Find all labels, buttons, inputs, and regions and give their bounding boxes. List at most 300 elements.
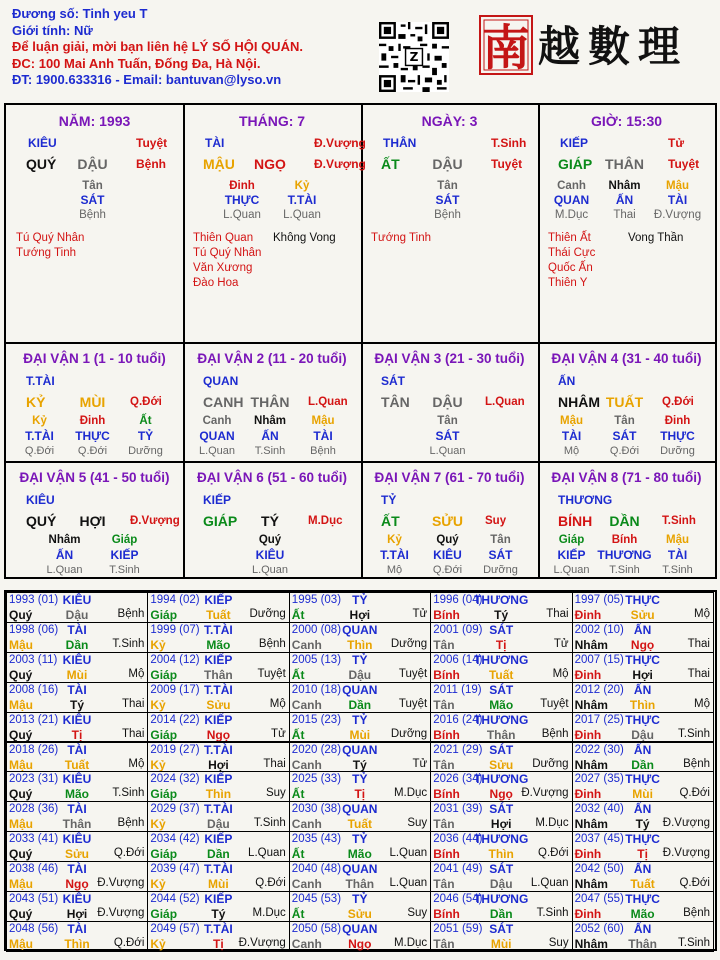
year-stem: Bính	[433, 787, 460, 802]
star-name: Tướng Tinh	[16, 247, 76, 259]
year-branch: Mùi	[349, 727, 371, 742]
year-label: 2002 (10)	[574, 623, 624, 636]
luck-stem: BÍNH	[558, 513, 593, 529]
year-god: T.TÀI	[204, 802, 233, 817]
luck-hidden-stage: Q.Đới	[609, 445, 640, 457]
year-god: QUAN	[342, 742, 378, 757]
luck-hidden-stem: Nhâm	[48, 534, 81, 546]
pillar-title: GIỜ: 15:30	[590, 113, 663, 129]
year-stage: Suy	[407, 907, 428, 919]
year-branch: Tý	[211, 907, 226, 921]
year-stem: Canh	[291, 877, 322, 892]
year-god: TÀI	[67, 682, 87, 697]
luck-hidden-stage: Q.Đới	[432, 564, 463, 576]
year-stem: Kỷ	[150, 817, 166, 832]
hidden-stage: M.Dục	[554, 209, 589, 221]
luck-hidden-stage: L.Quan	[46, 564, 83, 576]
year-cell	[289, 652, 431, 683]
year-label: 2050 (58)	[291, 922, 342, 935]
luck-hidden-stage: Mộ	[563, 445, 580, 457]
year-branch: Thân	[62, 817, 92, 832]
year-god: THỰC	[625, 832, 660, 847]
year-branch: Thìn	[64, 936, 90, 951]
year-label: 2049 (57)	[150, 922, 200, 935]
luck-god: TỶ	[381, 493, 397, 507]
year-branch: Tý	[69, 697, 85, 712]
year-stem: Kỷ	[150, 877, 166, 892]
year-branch: Thân	[628, 936, 657, 951]
year-god: KIÊU	[62, 832, 92, 847]
luck-hidden-stage: L.Quan	[553, 564, 590, 576]
owner-name: Đương số: Tinh yeu T	[12, 6, 148, 21]
year-stem: Nhâm	[574, 936, 608, 951]
year-cell	[430, 771, 572, 802]
year-stem: Mậu	[9, 697, 33, 712]
year-god: TỶ	[352, 593, 368, 607]
year-stem: Đinh	[574, 907, 602, 921]
year-label: 2014 (22)	[150, 713, 200, 726]
year-cell	[147, 831, 289, 862]
year-god: TỶ	[352, 652, 368, 667]
luck-hidden-god: T.TÀI	[380, 548, 409, 562]
luck-hidden-stage: Dưỡng	[483, 564, 518, 576]
year-branch: Sửu	[64, 847, 90, 862]
gender: Giới tính: Nữ	[12, 22, 93, 38]
luck-hidden-stage: L.Quan	[251, 564, 289, 576]
luck-branch: THÂN	[250, 394, 290, 410]
year-branch: Thìn	[205, 787, 232, 802]
year-stem: Mậu	[9, 757, 33, 772]
logo	[478, 12, 714, 80]
year-branch: Mùi	[208, 877, 229, 892]
luck-hidden-stem: Giáp	[111, 534, 138, 546]
luck-stage: Q.Đới	[662, 396, 694, 408]
year-god: THƯƠNG	[474, 892, 529, 906]
year-stage: L.Quan	[389, 847, 428, 860]
year-label: 1997 (05)	[574, 594, 624, 606]
year-stage: M.Dục	[535, 817, 569, 830]
pillar-stem: MẬU	[203, 156, 235, 172]
year-stage: Tử	[412, 757, 428, 770]
year-label: 2033 (41)	[9, 833, 59, 846]
year-stem: Quý	[9, 787, 33, 802]
pillar-stem: ẤT	[381, 156, 400, 172]
luck-branch: TUẤT	[605, 394, 644, 410]
year-god: TÀI	[67, 622, 87, 637]
pillar-stem: QUÝ	[26, 156, 57, 172]
year-stage: Suy	[548, 936, 569, 949]
year-stem: Nhâm	[574, 697, 608, 712]
year-cell	[6, 742, 148, 773]
year-label: 1993 (01)	[9, 594, 59, 606]
year-cell	[572, 742, 714, 773]
year-branch: Thân	[486, 727, 516, 742]
pillar-title: THÁNG: 7	[238, 113, 306, 129]
pillar-branch: NGỌ	[254, 156, 286, 172]
svg-text:南: 南	[481, 20, 531, 76]
year-label: 2031 (39)	[433, 803, 483, 816]
hidden-stem: Tân	[82, 180, 103, 192]
pillar-stage: Tuyệt	[136, 136, 168, 150]
year-branch: Hợi	[490, 817, 512, 832]
luck-hidden-god: TÀI	[667, 548, 688, 562]
year-stem: Canh	[291, 817, 322, 832]
year-stage: Tuyệt	[398, 697, 428, 710]
year-branch: Dậu	[348, 667, 372, 682]
pillar-stem: GIÁP	[558, 156, 593, 172]
year-stem: Kỷ	[150, 697, 166, 712]
year-label: 2008 (16)	[9, 683, 59, 696]
year-label: 2021 (29)	[433, 743, 483, 756]
year-branch: Mão	[206, 637, 231, 652]
year-label: 2052 (60)	[574, 922, 624, 935]
luck-title: ĐẠI VẬN 8 (71 - 80 tuổi)	[551, 470, 702, 485]
year-branch: Tị	[71, 727, 83, 742]
year-god: THƯƠNG	[474, 712, 529, 727]
year-stage: Bệnh	[683, 907, 710, 919]
pillar-branch: DẬU	[432, 156, 463, 172]
year-stage: Thai	[687, 637, 710, 650]
year-stage: Q.Đới	[113, 936, 145, 949]
year-branch: Hợi	[632, 667, 653, 682]
annual-luck-grid	[4, 590, 717, 951]
year-stage: T.Sinh	[112, 787, 145, 800]
year-cell	[289, 592, 431, 623]
luck-hidden-stem: Mậu	[666, 534, 689, 546]
hidden-stem: Canh	[557, 180, 586, 192]
luck-hidden-god: SÁT	[612, 429, 637, 443]
year-cell	[6, 801, 148, 832]
year-label: 2025 (33)	[291, 773, 342, 786]
year-branch: Dậu	[489, 877, 513, 892]
year-stem: Đinh	[574, 847, 602, 862]
year-branch: Mùi	[490, 936, 512, 951]
header-block	[12, 6, 303, 89]
year-cell	[6, 891, 148, 922]
year-stem: Đinh	[574, 787, 602, 802]
year-god: KIÊU	[62, 892, 92, 906]
year-branch: Tị	[354, 787, 366, 802]
year-god: TÀI	[67, 862, 87, 877]
year-cell	[430, 891, 572, 922]
luck-hidden-stem: Mậu	[311, 415, 335, 427]
year-branch: Tý	[352, 757, 367, 772]
year-stage: Thai	[122, 697, 145, 710]
star-name: Quốc Ấn	[548, 262, 593, 274]
year-branch: Dậu	[65, 608, 89, 622]
year-label: 2019 (27)	[150, 743, 200, 756]
year-cell	[289, 771, 431, 802]
hidden-stem: Đinh	[229, 180, 255, 192]
pillar-god: THÂN	[383, 136, 417, 150]
year-stage: Q.Đới	[538, 847, 569, 860]
luck-hidden-god: ẤN	[55, 548, 74, 562]
luck-branch: DẦN	[609, 513, 640, 529]
year-stem: Tân	[433, 877, 455, 892]
year-cell	[572, 861, 714, 892]
luck-hidden-stage: Bệnh	[310, 445, 336, 457]
luck-branch: TÝ	[261, 513, 279, 529]
year-god: ẤN	[633, 862, 652, 877]
year-branch: Dần	[631, 757, 654, 772]
year-branch: Ngọ	[489, 787, 513, 802]
luck-branch: DẬU	[432, 394, 463, 410]
year-stage: Bệnh	[683, 757, 710, 770]
year-cell	[430, 622, 572, 653]
year-stem: Nhâm	[574, 877, 608, 892]
year-cell	[147, 891, 289, 922]
year-label: 2046 (54)	[433, 893, 483, 905]
year-god: QUAN	[342, 682, 378, 697]
pillar-stage: Đ.Vượng	[314, 136, 366, 150]
luck-hidden-god: TÀI	[561, 429, 582, 443]
logo-text: 越數理	[538, 22, 689, 71]
year-branch: Dậu	[631, 727, 654, 742]
year-stage: Thai	[263, 757, 286, 770]
year-god: QUAN	[342, 802, 378, 817]
year-god: THỰC	[625, 772, 660, 787]
hidden-stem: Nhâm	[608, 180, 641, 192]
luck-hidden-stage: T.Sinh	[254, 445, 286, 457]
year-stage: M.Dục	[393, 787, 428, 800]
year-stem: Đinh	[574, 667, 602, 682]
year-label: 2018 (26)	[9, 743, 59, 756]
year-branch: Tuất	[630, 877, 655, 892]
pillar-stage: Tử	[668, 136, 685, 150]
year-cell	[6, 682, 148, 713]
year-branch: Ngọ	[348, 936, 372, 951]
luck-hidden-god: TỶ	[137, 429, 154, 443]
year-god: TÀI	[67, 802, 87, 817]
year-cell	[147, 652, 289, 683]
year-god: TỶ	[352, 712, 368, 727]
hidden-god: SÁT	[80, 193, 105, 207]
svg-text:Z: Z	[409, 50, 419, 65]
year-stage: Mộ	[552, 667, 569, 680]
pillar-branch-stage: Tuyệt	[491, 157, 523, 171]
year-cell	[289, 891, 431, 922]
year-cell	[147, 801, 289, 832]
year-label: 2012 (20)	[574, 683, 624, 696]
year-label: 2024 (32)	[150, 773, 200, 786]
luck-hidden-god: THỰC	[75, 429, 110, 443]
year-branch: Ngọ	[65, 877, 89, 892]
year-stage: Đ.Vượng	[662, 817, 710, 830]
luck-title: ĐẠI VẬN 2 (11 - 20 tuổi)	[197, 351, 347, 366]
year-branch: Sửu	[489, 757, 514, 772]
year-cell	[572, 652, 714, 683]
luck-stage: Q.Đới	[130, 396, 162, 408]
year-branch: Hợi	[349, 608, 371, 622]
year-label: 2045 (53)	[291, 893, 342, 905]
luck-stage: T.Sinh	[662, 515, 696, 527]
luck-stage: Đ.Vượng	[130, 515, 180, 527]
year-label: 2023 (31)	[9, 773, 59, 786]
year-stem: Nhâm	[574, 637, 608, 652]
luck-hidden-stem: Quý	[436, 534, 459, 546]
year-god: KIÊU	[62, 652, 92, 667]
luck-stage: Suy	[485, 515, 507, 527]
year-god: ẤN	[633, 682, 652, 697]
year-label: 2036 (44)	[433, 833, 483, 846]
year-stem: Tân	[433, 637, 455, 652]
luck-branch: MÙI	[79, 394, 106, 410]
address: ĐC: 100 Mai Anh Tuấn, Đống Đa, Hà Nội.	[12, 55, 261, 71]
year-god: KIÊU	[62, 772, 92, 787]
year-stem: Tân	[433, 817, 455, 832]
year-cell	[6, 592, 148, 623]
year-god: TỶ	[352, 892, 368, 906]
year-stage: Tử	[412, 608, 428, 620]
year-label: 2051 (59)	[433, 922, 483, 935]
year-cell	[6, 622, 148, 653]
hidden-god: ẤN	[615, 193, 634, 207]
year-god: THƯƠNG	[474, 593, 529, 607]
year-god: THƯƠNG	[474, 832, 529, 847]
year-god: ẤN	[633, 622, 652, 637]
year-branch: Mão	[630, 907, 655, 921]
hidden-stage: Bệnh	[434, 209, 461, 221]
luck-hidden-god: THƯƠNG	[597, 548, 652, 562]
luck-hidden-stem: Canh	[202, 415, 232, 427]
year-stem: Canh	[291, 936, 322, 951]
luck-hidden-stem: Nhâm	[254, 415, 286, 427]
year-stage: Suy	[265, 787, 286, 800]
year-stage: Thai	[687, 667, 710, 680]
year-stem: Quý	[9, 727, 33, 742]
year-cell	[572, 801, 714, 832]
year-stem: Quý	[9, 907, 33, 921]
pillar-title: NGÀY: 3	[421, 113, 478, 129]
year-stem: Giáp	[150, 667, 178, 682]
year-label: 2007 (15)	[574, 653, 624, 666]
pillar-branch: DẬU	[77, 156, 108, 172]
year-branch: Tuất	[64, 757, 90, 772]
year-stage: Mộ	[128, 667, 145, 680]
year-stem: Giáp	[150, 608, 178, 622]
year-stem: Ất	[291, 907, 305, 921]
year-stage: Đ.Vượng	[238, 936, 286, 949]
year-stage: T.Sinh	[536, 907, 569, 919]
year-branch: Dần	[348, 697, 372, 712]
qr-code-icon	[379, 22, 449, 92]
year-cell	[289, 861, 431, 892]
luck-hidden-stage: Q.Đới	[77, 445, 108, 457]
year-cell	[289, 682, 431, 713]
year-stage: Đ.Vượng	[97, 877, 145, 890]
luck-stem: GIÁP	[203, 513, 238, 529]
year-stem: Quý	[9, 667, 33, 682]
year-label: 2015 (23)	[291, 713, 342, 726]
year-god: SÁT	[489, 682, 514, 697]
year-branch: Ngọ	[630, 637, 655, 652]
year-cell	[147, 921, 289, 952]
year-stage: Tuyệt	[540, 697, 569, 710]
year-cell	[430, 712, 572, 743]
year-stage: L.Quan	[530, 877, 569, 890]
year-god: SÁT	[489, 742, 514, 757]
luck-hidden-stem: Bính	[611, 534, 638, 546]
pillar-branch: THÂN	[605, 156, 644, 172]
year-label: 2028 (36)	[9, 803, 59, 816]
hidden-stage: Đ.Vượng	[653, 209, 702, 221]
year-branch: Tuất	[206, 608, 231, 622]
year-label: 2009 (17)	[150, 683, 200, 696]
pillar-title: NĂM: 1993	[58, 113, 131, 129]
hidden-stem: Kỷ	[294, 180, 310, 192]
year-label: 2011 (19)	[433, 683, 482, 696]
year-stem: Ất	[291, 667, 305, 682]
year-cell	[430, 801, 572, 832]
year-label: 2020 (28)	[291, 743, 342, 756]
year-stage: Tử	[271, 727, 286, 740]
luck-hidden-god: KIẾP	[110, 548, 139, 562]
grid-line	[6, 461, 717, 463]
year-god: QUAN	[342, 862, 378, 877]
year-branch: Tý	[494, 608, 509, 622]
year-god: SÁT	[489, 802, 514, 817]
luck-god: ẤN	[558, 374, 576, 388]
luck-title: ĐẠI VẬN 6 (51 - 60 tuổi)	[196, 470, 348, 485]
star-name: Thiên Ất	[548, 232, 591, 244]
year-stem: Tân	[433, 697, 455, 712]
year-god: THỰC	[625, 892, 660, 906]
luck-hidden-stage: L.Quan	[198, 445, 236, 457]
luck-hidden-god: KIÊU	[255, 548, 285, 562]
year-stage: Dưỡng	[249, 608, 286, 620]
year-stage: Q.Đới	[679, 877, 710, 890]
year-branch: Dậu	[207, 817, 230, 832]
year-stage: Tuyệt	[398, 667, 428, 680]
luck-stem: ẤT	[381, 513, 400, 529]
star-name: Tú Quý Nhân	[16, 232, 85, 244]
year-branch: Mùi	[66, 667, 88, 682]
year-cell	[6, 712, 148, 743]
year-stage: Dưỡng	[390, 637, 428, 650]
year-stem: Bính	[433, 727, 460, 742]
year-stage: Mộ	[128, 757, 145, 770]
year-label: 2041 (49)	[433, 863, 483, 876]
year-stage: Bệnh	[117, 608, 145, 620]
year-label: 2022 (30)	[574, 743, 624, 756]
year-god: T.TÀI	[204, 921, 233, 936]
void-star: Không Vong	[273, 232, 336, 244]
pillar-stage: T.Sinh	[491, 136, 527, 150]
year-god: KIÊU	[62, 712, 92, 727]
hidden-stage: Bệnh	[79, 209, 106, 221]
year-stage: T.Sinh	[678, 727, 710, 740]
year-god: TÀI	[67, 742, 87, 757]
year-stem: Ất	[291, 847, 305, 862]
luck-god: SÁT	[381, 374, 405, 388]
year-stem: Giáp	[150, 787, 178, 802]
luck-stem: NHÂM	[558, 394, 600, 410]
year-cell	[430, 921, 572, 952]
year-label: 1996 (04)	[433, 594, 483, 606]
year-cell	[147, 622, 289, 653]
year-cell	[430, 831, 572, 862]
year-stem: Canh	[291, 697, 322, 712]
year-stem: Bính	[433, 907, 460, 921]
hidden-god: T.TÀI	[287, 193, 317, 207]
year-stage: Q.Đới	[679, 787, 710, 800]
year-branch: Mão	[347, 847, 372, 862]
year-label: 2043 (51)	[9, 893, 59, 905]
year-label: 2026 (34)	[433, 773, 483, 786]
year-stem: Ất	[291, 608, 305, 622]
year-stem: Ất	[291, 787, 305, 802]
year-god: QUAN	[342, 622, 378, 637]
